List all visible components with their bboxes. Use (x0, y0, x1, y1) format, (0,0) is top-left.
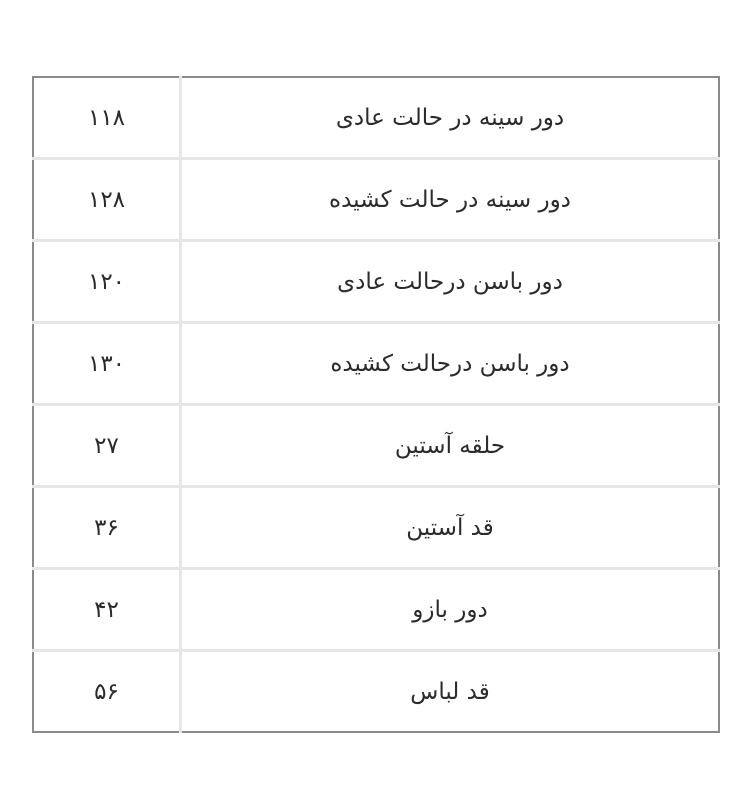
table-row (33, 77, 719, 159)
measurement-value: ۳۶ (33, 487, 181, 569)
size-chart-table (32, 76, 720, 733)
measurement-value: ۱۳۰ (33, 323, 181, 405)
table-row (33, 569, 719, 651)
table-row (33, 487, 719, 569)
table-row (33, 241, 719, 323)
measurement-label: دور بازو (181, 569, 720, 651)
measurement-label: دور سینه در حالت عادی (335, 104, 565, 131)
measurement-value: ۲۷ (33, 405, 181, 487)
size-chart-body (33, 77, 719, 732)
table-row (33, 405, 719, 487)
table-row (33, 323, 719, 405)
measurement-label: دور باسن درحالت عادی (181, 241, 720, 323)
measurement-label: قد لباس (181, 651, 720, 733)
table-row (33, 651, 719, 733)
measurement-label: قد آستین (181, 487, 720, 569)
table-row (33, 159, 719, 241)
measurement-value: ۱۲۰ (33, 241, 181, 323)
measurement-label: حلقه آستین (181, 405, 720, 487)
measurement-label: دور باسن درحالت کشیده (181, 323, 720, 405)
measurement-value: ۱۲۸ (33, 159, 181, 241)
measurement-value: ۴۲ (33, 569, 181, 651)
measurement-value: ۱۱۸ (33, 77, 181, 159)
measurement-label: دور سینه در حالت کشیده (181, 159, 720, 241)
measurement-value: ۵۶ (33, 651, 181, 733)
